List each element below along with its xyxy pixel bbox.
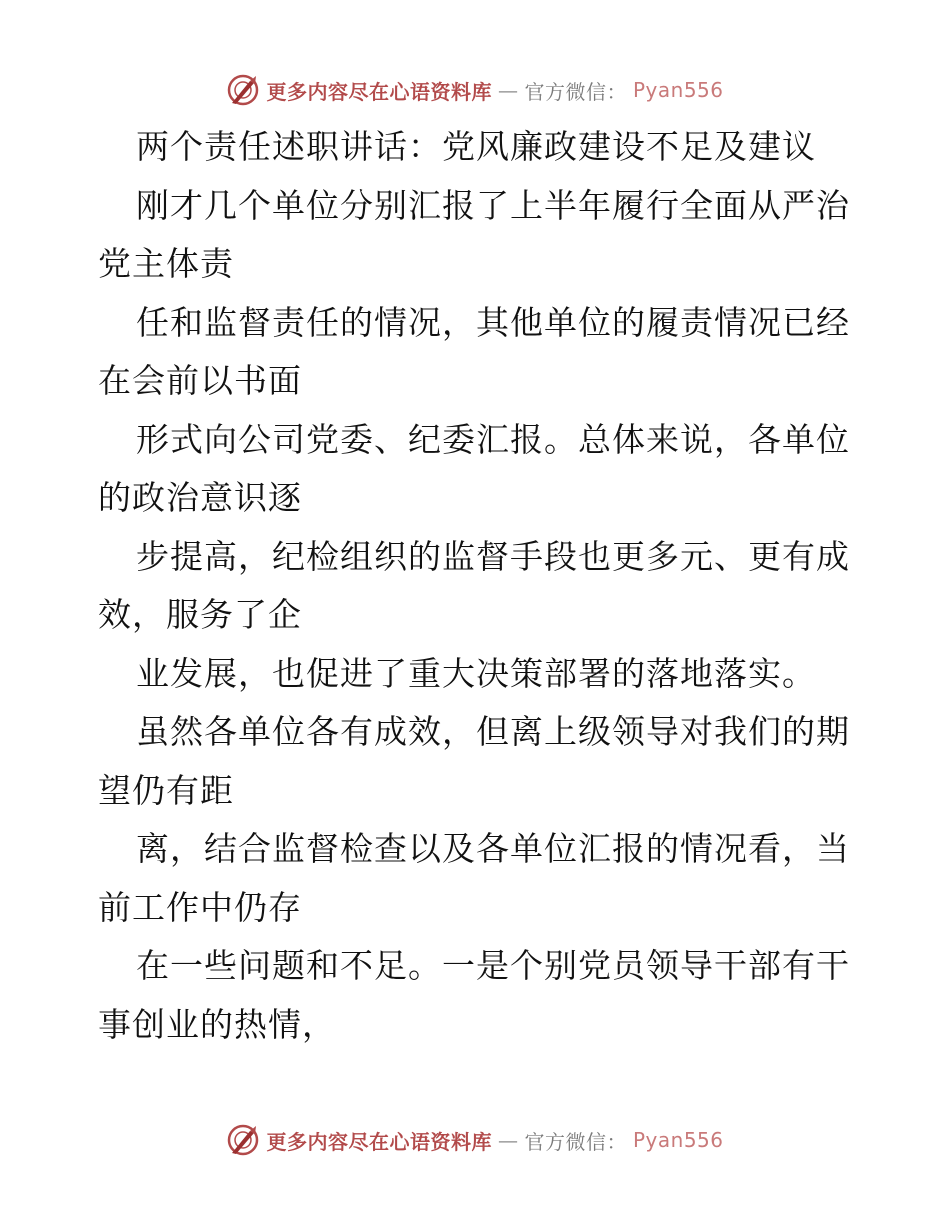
text-line: 前工作中仍存 — [98, 887, 302, 927]
text-line: 任和监督责任的情况，其他单位的履责情况已经 — [136, 302, 850, 342]
watermark-slogan: 更多内容尽在心语资料库 — [266, 1129, 492, 1154]
text-line: 效，服务了企 — [98, 595, 302, 634]
watermark-dash: — — [497, 1128, 519, 1152]
watermark-slogan: 更多内容尽在心语资料库 — [266, 79, 492, 104]
watermark-dash: — — [497, 78, 519, 102]
text-line: 形式向公司党委、纪委汇报。总体来说，各单位 — [136, 419, 850, 459]
text-line: 业发展，也促进了重大决策部署的落地落实。 — [136, 653, 816, 693]
watermark-wechat-label: 官方微信： — [524, 79, 627, 104]
text-line: 虽然各单位各有成效，但离上级领导对我们的期 — [136, 712, 850, 751]
text-line: 的政治意识逐 — [98, 478, 302, 517]
watermark-wechat-label: 官方微信： — [524, 1129, 627, 1154]
text-line: 党主体责 — [98, 244, 234, 283]
watermark-wechat-id: Pyan556 — [632, 78, 724, 102]
text-line: 离，结合监督检查以及各单位汇报的情况看，当 — [136, 829, 850, 868]
quill-logo-icon — [226, 1123, 260, 1157]
text-line: 在会前以书面 — [98, 361, 302, 400]
text-line: 在一些问题和不足。一是个别党员领导干部有干 — [136, 946, 850, 985]
text-line: 步提高，纪检组织的监督手段也更多元、更有成 — [136, 536, 850, 576]
footer-watermark — [0, 1120, 950, 1160]
text-line: 刚才几个单位分别汇报了上半年履行全面从严治 — [136, 185, 850, 225]
text-line: 两个责任述职讲话：党风廉政建设不足及建议 — [136, 127, 816, 166]
quill-logo-icon — [226, 73, 260, 107]
watermark-wechat-id: Pyan556 — [632, 1128, 724, 1152]
text-line: 望仍有距 — [98, 770, 234, 810]
header-watermark — [0, 70, 950, 110]
text-line: 事创业的热情， — [98, 1004, 336, 1044]
document-body — [98, 118, 858, 1054]
